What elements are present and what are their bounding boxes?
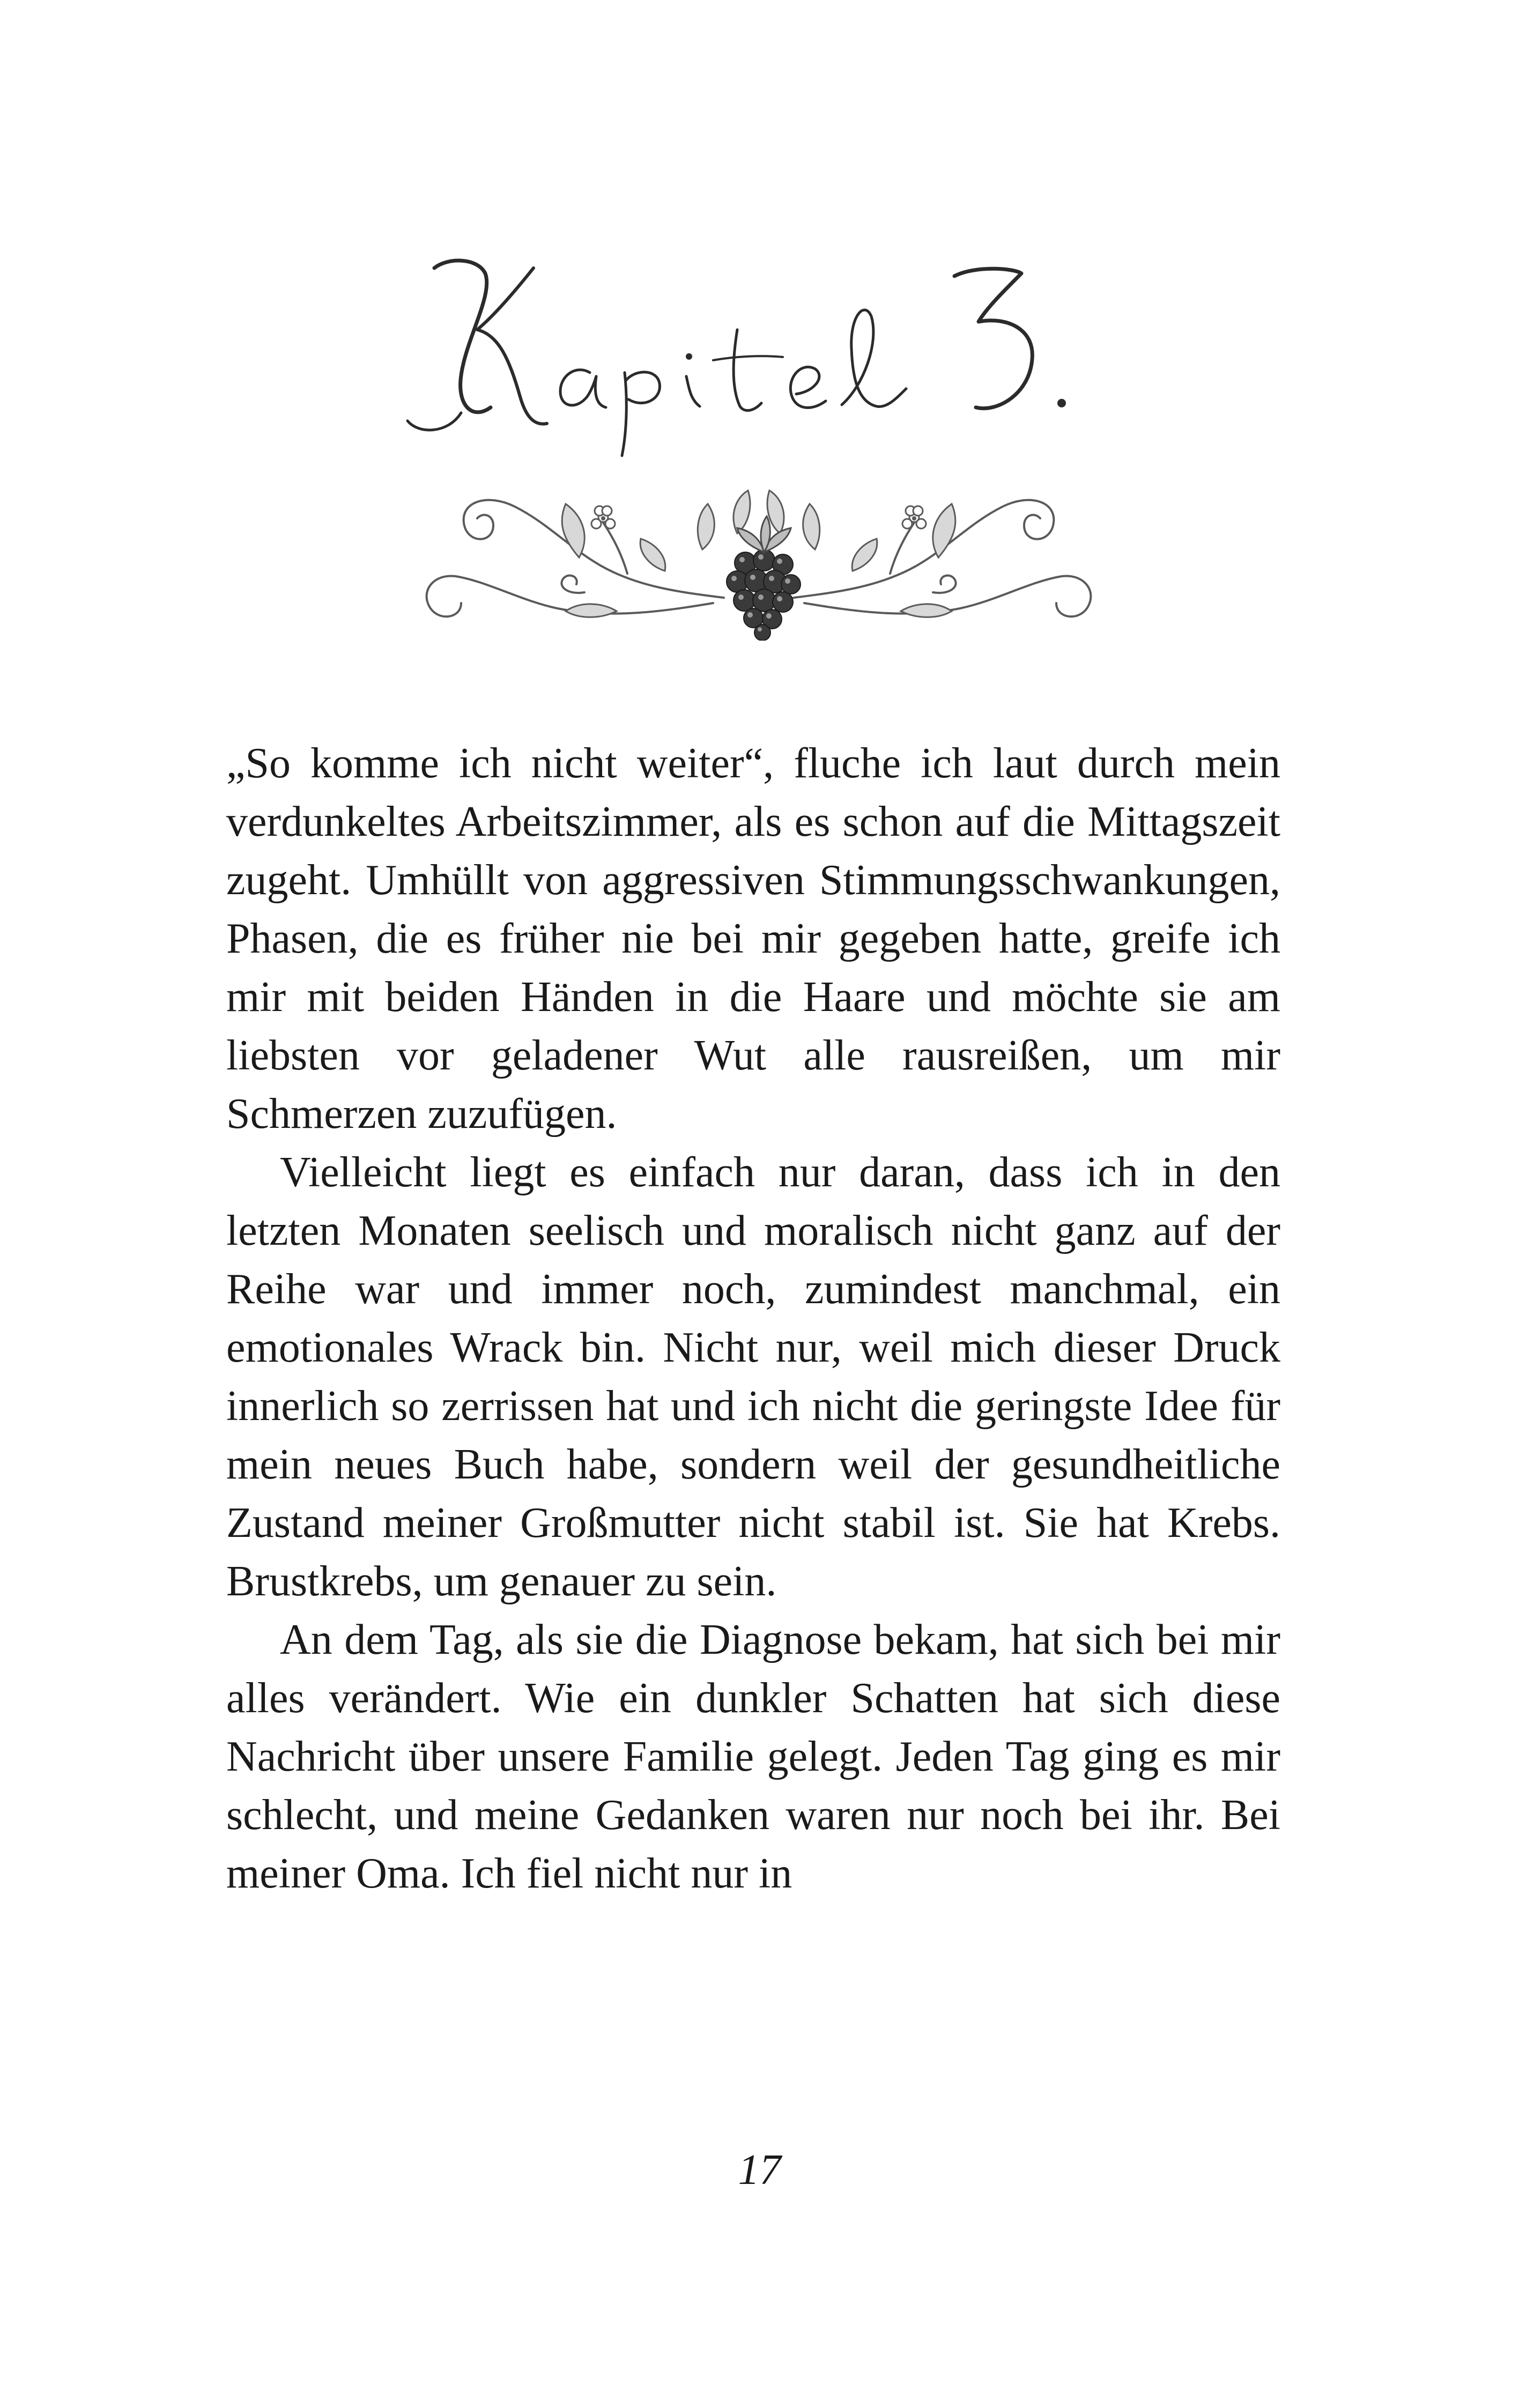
chapter-body bbox=[226, 734, 1280, 1903]
page-number: 17 bbox=[738, 2146, 781, 2194]
chapter-title bbox=[397, 236, 1147, 466]
blackberry-vine-ornament-icon bbox=[424, 458, 1094, 641]
paragraph: „So komme ich nicht weiter“, fluche ich laut durch mein verdunkeltes Arbeitszimmer, als es schon auf die Mittagszeit zugeht. Umhüllt von aggressiven Stimmungsschwankungen, Phasen, die es früher nie bei mir gegeben hatte, greife ich mir mit beiden Händen in die Haare und möchte sie am liebsten vor geladener Wut alle rausreißen, um mir Schmerzen zuzufügen. bbox=[226, 740, 1280, 1138]
paragraph: Vielleicht liegt es einfach nur daran, dass ich in den letzten Monaten seelisch und moralisch nicht ganz auf der Reihe war und immer noch, zumindest manchmal, ein emotionales Wrack bin. Nicht nur, weil mich dieser Druck innerlich so zerrissen hat und ich nicht die geringste Idee für mein neues Buch habe, sondern weil der gesundheitliche Zustand meiner Großmutter nicht stabil ist. Sie hat Krebs. Brustkrebs, um genauer zu sein. bbox=[226, 1149, 1280, 1605]
paragraph: An dem Tag, als sie die Diagnose bekam, hat sich bei mir alles verändert. Wie ein dunkler Schatten hat sich diese Nachricht über unsere Familie gelegt. Jeden Tag ging es mir schlecht, und meine Gedanken waren nur noch bei ihr. Bei meiner Oma. Ich fiel nicht nur in bbox=[226, 1616, 1280, 1897]
